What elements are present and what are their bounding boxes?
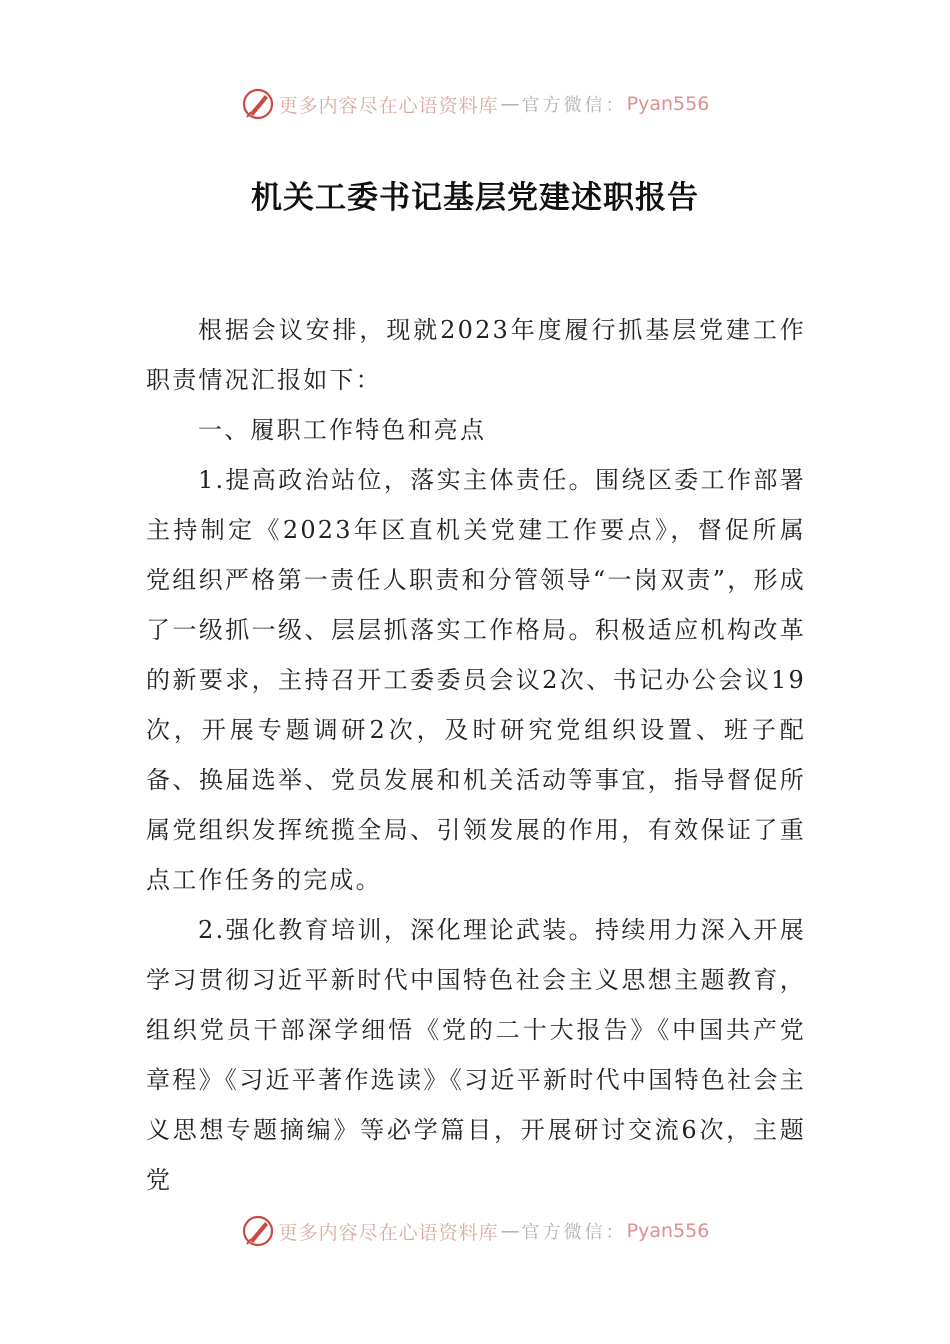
watermark-site-text: 更多内容尽在心语资料库 xyxy=(278,94,499,117)
watermark-wechat-label: 官方微信： xyxy=(521,1222,627,1243)
document-body xyxy=(146,305,806,1205)
watermark-wechat-id: Pyan556 xyxy=(626,93,710,115)
document-title: 机关工委书记基层党建述职报告 xyxy=(251,180,699,216)
watermark-banner-top xyxy=(0,84,950,124)
watermark-site-text: 更多内容尽在心语资料库 xyxy=(278,1221,499,1244)
watermark-wechat-label: 官方微信： xyxy=(521,95,627,116)
paragraph-intro: 根据会议安排，现就2023年度履行抓基层党建工作职责情况汇报如下： xyxy=(146,316,806,394)
watermark-separator: — xyxy=(500,1220,520,1242)
section-heading: 一、履职工作特色和亮点 xyxy=(198,416,487,444)
watermark-wechat-id: Pyan556 xyxy=(626,1220,710,1242)
pen-quill-logo-icon xyxy=(241,87,275,121)
watermark-separator: — xyxy=(500,93,520,115)
pen-quill-logo-icon xyxy=(241,1214,275,1248)
watermark-banner-bottom xyxy=(0,1211,950,1251)
paragraph-item-1: 1.提高政治站位，落实主体责任。围绕区委工作部署主持制定《2023年区直机关党建工作要点》，督促所属党组织严格第一责任人职责和分管领导“一岗双责”，形成了一级抓一级、层层抓落实工作格局。积极适应机构改革的新要求，主持召开工委委员会议2次、书记办公会议19次，开展专题调研2次，及时研究党组织设置、班子配备、换届选举、党员发展和机关活动等事宜，指导督促所属党组织发挥统揽全局、引领发展的作用，有效保证了重点工作任务的完成。 xyxy=(146,466,806,894)
paragraph-item-2: 2.强化教育培训，深化理论武装。持续用力深入开展学习贯彻习近平新时代中国特色社会主义思想主题教育，组织党员干部深学细悟《党的二十大报告》《中国共产党章程》《习近平著作选读》《习近平新时代中国特色社会主义思想专题摘编》等必学篇目，开展研讨交流6次，主题党 xyxy=(146,916,806,1194)
